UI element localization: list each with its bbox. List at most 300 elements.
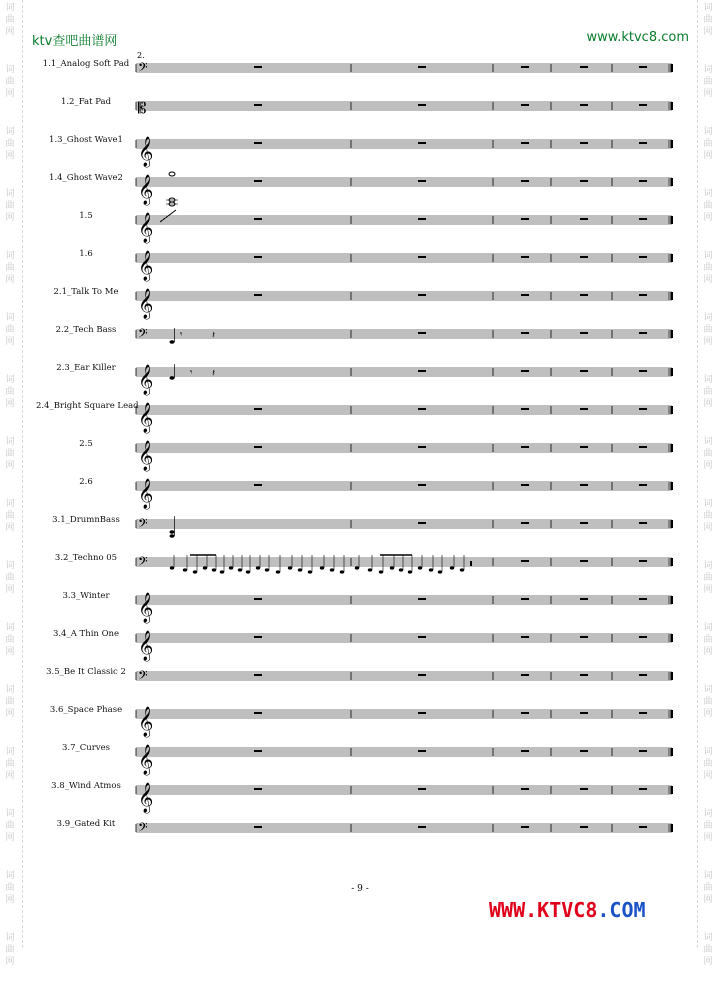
whole-rest xyxy=(418,826,426,828)
whole-rest xyxy=(254,180,262,182)
instrument-label: 2.1_Talk To Me xyxy=(53,287,119,297)
watermark-char: 词 xyxy=(5,313,15,323)
whole-rest xyxy=(639,560,647,562)
site-name: ktv查吧曲谱网 xyxy=(32,34,118,49)
whole-rest xyxy=(521,636,529,638)
watermark-char: 词 xyxy=(703,437,713,447)
watermark-char: 曲 xyxy=(703,387,713,397)
watermark-char: 曲 xyxy=(703,945,713,955)
drum-note xyxy=(288,566,292,569)
whole-rest xyxy=(521,484,529,486)
watermark-char: 曲 xyxy=(703,325,713,335)
footer-logo[interactable] xyxy=(489,898,646,922)
whole-rest xyxy=(580,294,588,296)
watermark-char: 网 xyxy=(5,585,15,595)
bass-clef-icon: 𝄢 xyxy=(138,554,148,572)
watermark-char: 词 xyxy=(5,127,15,137)
watermark-char: 曲 xyxy=(703,759,713,769)
watermark-char: 网 xyxy=(5,151,15,161)
whole-rest xyxy=(254,218,262,220)
quarter-rest-icon: 𝄽 xyxy=(212,330,216,341)
watermark-char: 网 xyxy=(703,895,713,905)
drum-note xyxy=(238,568,242,571)
drum-note xyxy=(229,566,233,569)
logo-part-com: .COM xyxy=(597,898,646,922)
logo-part-ktvc8: KTVC8 xyxy=(537,898,598,922)
watermark-char: 词 xyxy=(703,933,713,943)
drum-note xyxy=(399,568,403,571)
whole-rest xyxy=(254,712,262,714)
watermark-char: 曲 xyxy=(5,387,15,397)
whole-rest xyxy=(521,788,529,790)
bass-clef-icon: 𝄢 xyxy=(138,60,148,78)
watermark-char: 词 xyxy=(703,375,713,385)
watermark-char: 网 xyxy=(5,27,15,37)
watermark-char: 词 xyxy=(703,623,713,633)
instrument-label: 2.4_Bright Square Lead xyxy=(36,401,139,411)
treble-clef-icon: 𝄞 xyxy=(138,745,154,775)
watermark-char: 词 xyxy=(703,127,713,137)
treble-clef-icon: 𝄞 xyxy=(138,783,154,813)
watermark-char: 曲 xyxy=(5,139,15,149)
whole-rest xyxy=(254,788,262,790)
whole-rest xyxy=(521,446,529,448)
whole-rest xyxy=(418,636,426,638)
instrument-label: 3.5_Be It Classic 2 xyxy=(46,667,126,677)
staff xyxy=(136,440,673,472)
drum-note xyxy=(320,566,324,569)
treble-clef-icon: 𝄞 xyxy=(138,137,154,167)
eighth-note xyxy=(170,376,175,380)
watermark-char: 网 xyxy=(5,337,15,347)
whole-rest xyxy=(580,598,588,600)
instrument-label: 3.7_Curves xyxy=(61,743,110,753)
watermark-char: 网 xyxy=(703,833,713,843)
eighth-rest-icon: 𝄾 xyxy=(180,330,183,340)
logo-part-www: WWW. xyxy=(489,898,538,922)
whole-rest xyxy=(418,218,426,220)
whole-rest xyxy=(254,826,262,828)
drum-note xyxy=(330,568,334,571)
whole-rest xyxy=(580,142,588,144)
whole-rest xyxy=(254,294,262,296)
drum-note xyxy=(203,566,207,569)
whole-rest xyxy=(580,104,588,106)
drum-note xyxy=(390,566,394,569)
watermark-char: 曲 xyxy=(5,511,15,521)
final-thick-barline xyxy=(671,634,674,642)
watermark-char: 网 xyxy=(703,213,713,223)
whole-rest xyxy=(521,180,529,182)
drum-note xyxy=(438,570,442,573)
watermark-char: 曲 xyxy=(703,635,713,645)
whole-rest xyxy=(580,408,588,410)
eighth-note xyxy=(170,340,175,344)
whole-rest xyxy=(418,180,426,182)
instrument-label: 1.4_Ghost Wave2 xyxy=(49,173,123,183)
watermark-char: 词 xyxy=(5,809,15,819)
treble-clef-icon: 𝄞 xyxy=(138,365,154,395)
whole-note xyxy=(169,172,175,176)
watermark-char: 曲 xyxy=(5,945,15,955)
whole-rest xyxy=(521,218,529,220)
watermark-char: 网 xyxy=(703,647,713,657)
whole-rest xyxy=(521,598,529,600)
whole-rest xyxy=(639,712,647,714)
watermark-char: 词 xyxy=(5,251,15,261)
whole-rest xyxy=(580,332,588,334)
whole-rest xyxy=(639,142,647,144)
bass-clef-icon: 𝄢 xyxy=(138,668,148,686)
final-thick-barline xyxy=(671,596,674,604)
watermark-char: 词 xyxy=(703,3,713,13)
watermark-char: 网 xyxy=(5,957,15,967)
watermark-char: 词 xyxy=(703,313,713,323)
watermark-char: 词 xyxy=(5,561,15,571)
watermark-char: 词 xyxy=(703,809,713,819)
staff xyxy=(136,668,673,686)
whole-rest xyxy=(254,256,262,258)
treble-clef-icon: 𝄞 xyxy=(138,441,154,471)
watermark-char: 词 xyxy=(703,65,713,75)
watermark-char: 词 xyxy=(5,623,15,633)
watermark-char: 网 xyxy=(703,709,713,719)
drum-note xyxy=(408,570,412,573)
treble-clef-icon: 𝄞 xyxy=(138,479,154,509)
whole-rest xyxy=(418,104,426,106)
whole-rest xyxy=(418,446,426,448)
treble-clef-icon: 𝄞 xyxy=(138,403,154,433)
instrument-label: 3.4_A Thin One xyxy=(52,629,120,639)
watermark-char: 曲 xyxy=(5,263,15,273)
instrument-label: 3.2_Techno 05 xyxy=(54,553,118,563)
watermark-char: 曲 xyxy=(5,759,15,769)
watermark-char: 词 xyxy=(5,933,15,943)
watermark-char: 词 xyxy=(5,747,15,757)
staff xyxy=(136,250,673,282)
watermark-char: 曲 xyxy=(703,139,713,149)
whole-rest xyxy=(254,598,262,600)
whole-rest xyxy=(418,294,426,296)
whole-rest xyxy=(639,370,647,372)
whole-rest xyxy=(254,142,262,144)
final-thick-barline xyxy=(671,824,674,832)
treble-clef-icon: 𝄞 xyxy=(138,175,154,205)
final-thick-barline xyxy=(671,444,674,452)
whole-rest xyxy=(418,598,426,600)
watermark-char: 网 xyxy=(5,461,15,471)
drum-note xyxy=(418,566,422,569)
watermark-char: 网 xyxy=(5,399,15,409)
watermark-char: 曲 xyxy=(5,449,15,459)
whole-rest xyxy=(521,142,529,144)
whole-rest xyxy=(580,560,588,562)
final-thick-barline xyxy=(671,558,674,566)
whole-rest xyxy=(521,66,529,68)
quarter-rest-icon: 𝄽 xyxy=(212,368,216,379)
whole-rest xyxy=(254,484,262,486)
whole-rest xyxy=(418,256,426,258)
whole-rest xyxy=(580,788,588,790)
whole-rest xyxy=(521,826,529,828)
drum-note xyxy=(276,570,280,573)
watermark-char: 网 xyxy=(5,89,15,99)
instrument-label: 1.6 xyxy=(79,249,93,259)
staff xyxy=(136,782,673,814)
watermark-char: 曲 xyxy=(5,325,15,335)
staff xyxy=(136,592,673,624)
staff xyxy=(136,136,673,168)
watermark-char: 词 xyxy=(5,437,15,447)
final-thick-barline xyxy=(671,102,674,110)
staff xyxy=(136,554,673,574)
whole-rest xyxy=(580,180,588,182)
watermark-char: 词 xyxy=(703,747,713,757)
watermark-char: 网 xyxy=(703,27,713,37)
drum-note xyxy=(183,568,187,571)
whole-rest xyxy=(639,332,647,334)
watermark-char: 曲 xyxy=(703,15,713,25)
whole-rest xyxy=(639,522,647,524)
whole-rest xyxy=(418,66,426,68)
whole-rest xyxy=(580,66,588,68)
instrument-label: 1.2_Fat Pad xyxy=(60,97,112,107)
staff xyxy=(136,99,673,117)
drum-note xyxy=(220,570,224,573)
watermark-char: 网 xyxy=(703,337,713,347)
whole-rest xyxy=(521,370,529,372)
watermark-char: 词 xyxy=(5,189,15,199)
whole-rest xyxy=(521,332,529,334)
whole-rest xyxy=(639,636,647,638)
whole-rest xyxy=(521,560,529,562)
watermark-char: 曲 xyxy=(703,201,713,211)
bass-clef-icon: 𝄢 xyxy=(138,516,148,534)
whole-rest xyxy=(418,370,426,372)
whole-rest xyxy=(254,750,262,752)
instrument-label: 3.1_DrumnBass xyxy=(52,515,120,525)
whole-rest xyxy=(639,826,647,828)
watermark-char: 词 xyxy=(703,499,713,509)
instrument-label: 2.6 xyxy=(79,477,93,487)
final-thick-barline xyxy=(671,140,674,148)
staff xyxy=(136,326,673,344)
whole-rest xyxy=(639,294,647,296)
watermark-char: 曲 xyxy=(5,821,15,831)
drum-note xyxy=(379,570,383,573)
whole-rest xyxy=(580,826,588,828)
drum-note xyxy=(340,570,344,573)
whole-rest xyxy=(639,180,647,182)
drum-note xyxy=(355,566,359,569)
watermark-char: 网 xyxy=(703,523,713,533)
instrument-label: 2.3_Ear Killer xyxy=(56,363,116,373)
watermark-char: 词 xyxy=(703,251,713,261)
instrument-label: 2.2_Tech Bass xyxy=(55,325,117,335)
treble-clef-icon: 𝄞 xyxy=(138,289,154,319)
whole-rest xyxy=(639,218,647,220)
alto-clef-icon: 𝄡 xyxy=(138,99,147,117)
whole-rest xyxy=(254,104,262,106)
staff xyxy=(136,744,673,776)
whole-rest xyxy=(580,750,588,752)
whole-rest xyxy=(418,408,426,410)
whole-rest xyxy=(418,484,426,486)
watermark-char: 网 xyxy=(703,275,713,285)
treble-clef-icon: 𝄞 xyxy=(138,251,154,281)
bass-clef-icon: 𝄢 xyxy=(138,820,148,838)
measure-number: 2. xyxy=(137,51,145,60)
staff xyxy=(136,288,673,320)
whole-rest xyxy=(580,674,588,676)
instrument-label: 1.3_Ghost Wave1 xyxy=(49,135,123,145)
watermark-char: 网 xyxy=(5,709,15,719)
staff xyxy=(136,478,673,510)
drum-note xyxy=(170,534,175,538)
watermark-char: 词 xyxy=(5,65,15,75)
watermark-char: 网 xyxy=(5,213,15,223)
drum-note xyxy=(298,568,302,571)
staff xyxy=(136,516,673,538)
treble-clef-icon: 𝄞 xyxy=(138,631,154,661)
drum-note xyxy=(450,566,454,569)
staff xyxy=(136,364,673,396)
watermark-char: 网 xyxy=(5,771,15,781)
instrument-label: 3.8_Wind Atmos xyxy=(51,781,121,791)
quarter-rest xyxy=(470,561,472,566)
final-thick-barline xyxy=(671,672,674,680)
drum-note xyxy=(212,568,216,571)
watermark-char: 网 xyxy=(5,647,15,657)
final-thick-barline xyxy=(671,406,674,414)
watermark-char: 词 xyxy=(5,375,15,385)
whole-rest xyxy=(254,66,262,68)
final-thick-barline xyxy=(671,292,674,300)
watermark-char: 网 xyxy=(5,833,15,843)
whole-rest xyxy=(580,636,588,638)
watermark-char: 曲 xyxy=(5,883,15,893)
instrument-label: 3.3_Winter xyxy=(62,591,110,601)
watermark-char: 网 xyxy=(703,771,713,781)
whole-rest xyxy=(639,598,647,600)
treble-clef-icon: 𝄞 xyxy=(138,213,154,243)
whole-rest xyxy=(521,750,529,752)
drum-note xyxy=(265,568,269,571)
whole-rest xyxy=(254,674,262,676)
final-thick-barline xyxy=(671,482,674,490)
drum-note xyxy=(429,568,433,571)
final-thick-barline xyxy=(671,368,674,376)
watermark-char: 网 xyxy=(703,151,713,161)
drum-note xyxy=(246,570,250,573)
drum-note xyxy=(256,566,260,569)
watermark-char: 词 xyxy=(703,189,713,199)
watermark-char: 网 xyxy=(703,585,713,595)
whole-rest xyxy=(639,104,647,106)
whole-rest xyxy=(418,712,426,714)
whole-rest xyxy=(580,446,588,448)
whole-rest xyxy=(521,294,529,296)
final-thick-barline xyxy=(671,254,674,262)
watermark-char: 曲 xyxy=(703,511,713,521)
instrument-label: 3.9_Gated Kit xyxy=(56,819,116,829)
whole-rest xyxy=(254,408,262,410)
watermark-char: 网 xyxy=(5,895,15,905)
staff xyxy=(136,210,673,244)
whole-rest xyxy=(580,712,588,714)
watermark-char: 词 xyxy=(5,3,15,13)
final-thick-barline xyxy=(671,64,674,72)
instrument-label: 2.5 xyxy=(79,439,93,449)
drum-note xyxy=(170,530,175,534)
whole-rest xyxy=(418,522,426,524)
watermark-char: 曲 xyxy=(703,77,713,87)
watermark-char: 词 xyxy=(5,871,15,881)
watermark-char: 曲 xyxy=(5,15,15,25)
whole-rest xyxy=(418,332,426,334)
whole-rest xyxy=(521,712,529,714)
treble-clef-icon: 𝄞 xyxy=(138,593,154,623)
final-thick-barline xyxy=(671,710,674,718)
drum-note xyxy=(193,570,197,573)
final-thick-barline xyxy=(671,330,674,338)
whole-rest xyxy=(418,750,426,752)
whole-rest xyxy=(521,408,529,410)
watermark-char: 词 xyxy=(5,685,15,695)
final-thick-barline xyxy=(671,178,674,186)
watermark-char: 网 xyxy=(5,523,15,533)
watermark-char: 曲 xyxy=(5,697,15,707)
whole-rest xyxy=(580,218,588,220)
final-thick-barline xyxy=(671,748,674,756)
whole-rest xyxy=(580,522,588,524)
staff xyxy=(136,630,673,662)
whole-rest xyxy=(521,104,529,106)
watermark-char: 网 xyxy=(703,461,713,471)
whole-rest xyxy=(418,788,426,790)
watermark-char: 词 xyxy=(703,871,713,881)
watermark-char: 网 xyxy=(703,399,713,409)
watermark-char: 词 xyxy=(5,499,15,509)
watermark-char: 网 xyxy=(5,275,15,285)
whole-rest xyxy=(639,788,647,790)
watermark-char: 词 xyxy=(703,685,713,695)
drum-note xyxy=(368,568,372,571)
drum-note xyxy=(460,568,464,571)
watermark-char: 曲 xyxy=(5,201,15,211)
whole-rest xyxy=(580,484,588,486)
watermark-char: 曲 xyxy=(5,635,15,645)
whole-rest xyxy=(418,142,426,144)
page-number: - 9 - xyxy=(351,884,369,894)
whole-rest xyxy=(521,674,529,676)
drum-note xyxy=(308,570,312,573)
whole-rest xyxy=(639,408,647,410)
whole-rest xyxy=(639,66,647,68)
site-url[interactable]: www.ktvc8.com xyxy=(586,30,689,45)
staff xyxy=(136,60,673,78)
whole-rest xyxy=(418,674,426,676)
eighth-rest-icon: 𝄾 xyxy=(190,368,193,378)
staff xyxy=(136,706,673,738)
whole-rest xyxy=(639,750,647,752)
whole-rest xyxy=(639,484,647,486)
watermark-char: 网 xyxy=(703,89,713,99)
instrument-label: 3.6_Space Phase xyxy=(49,705,123,715)
final-thick-barline xyxy=(671,520,674,528)
watermark-char: 曲 xyxy=(703,697,713,707)
whole-rest xyxy=(254,636,262,638)
